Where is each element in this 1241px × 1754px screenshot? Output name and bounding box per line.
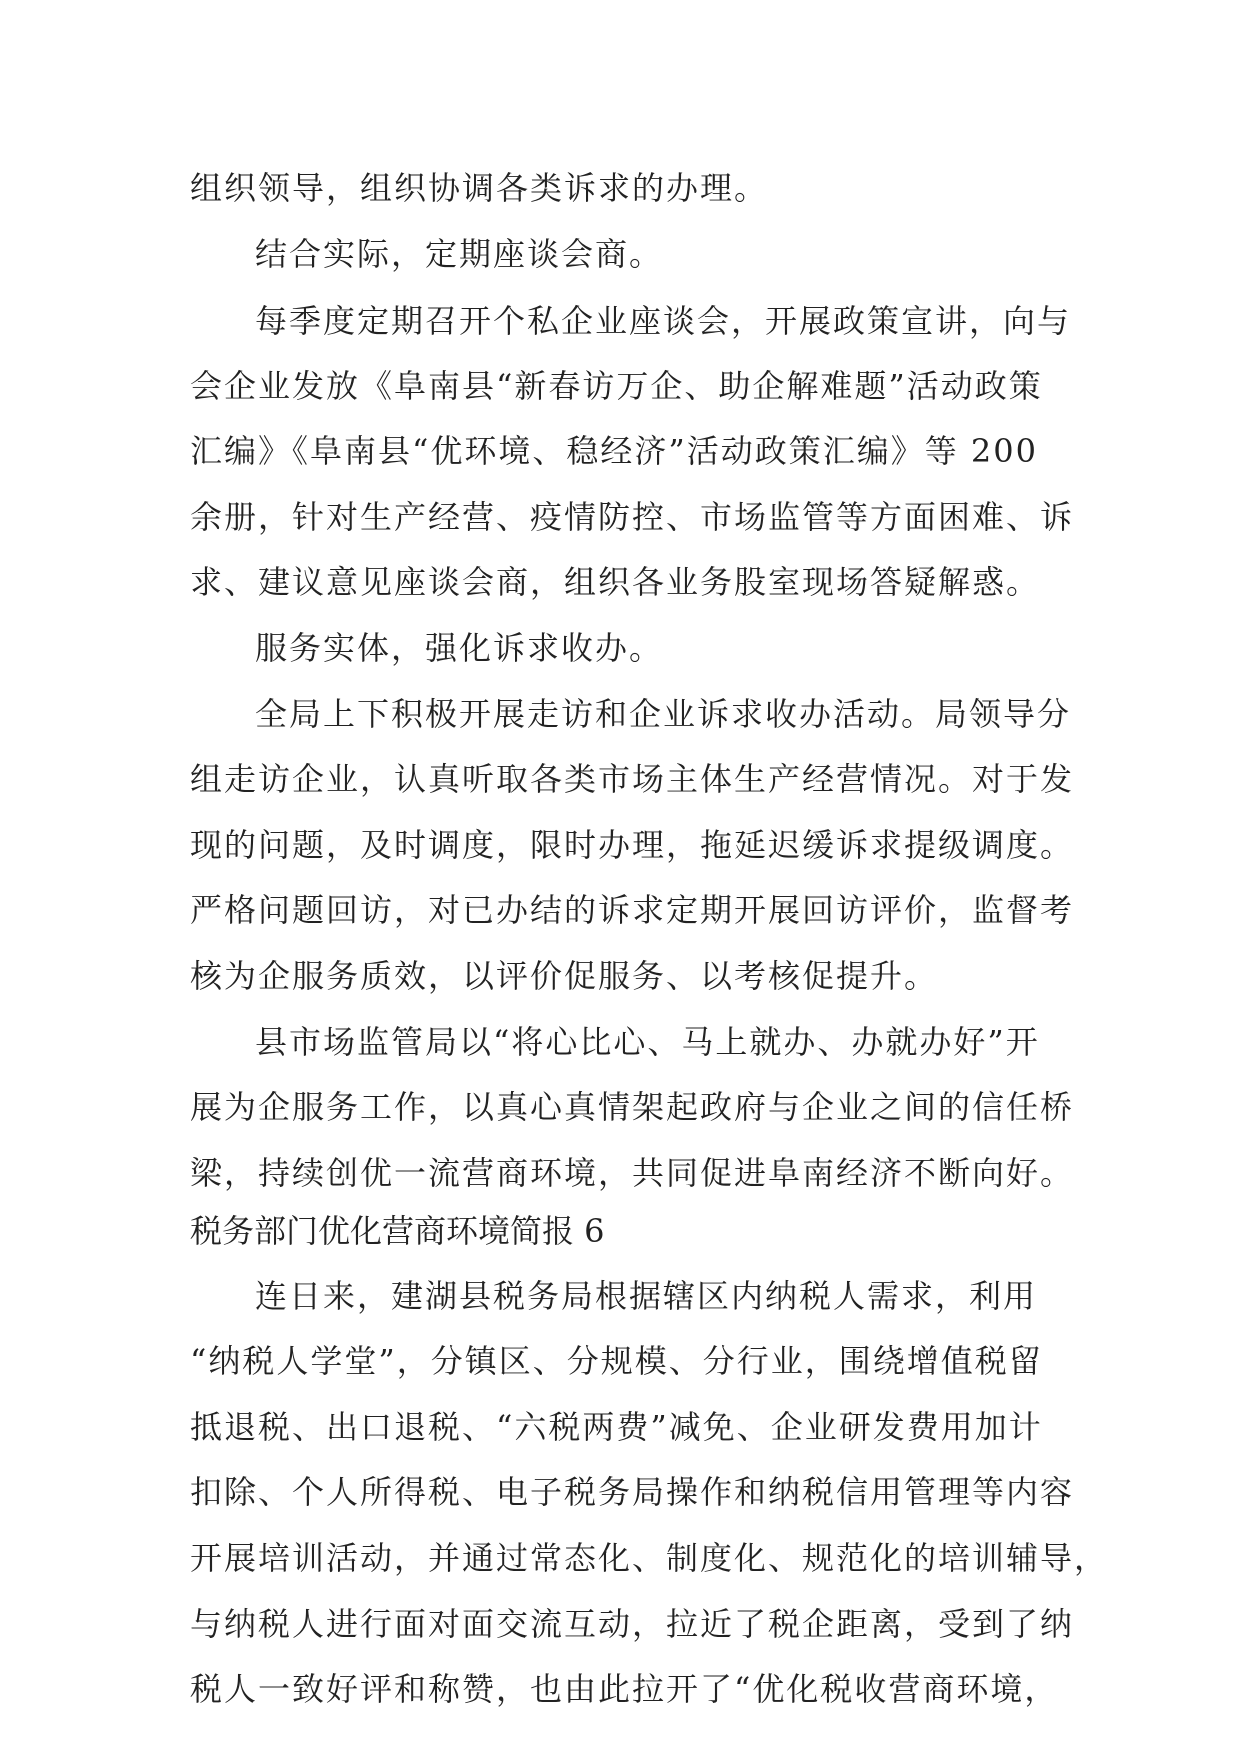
paragraph-line: 会企业发放《阜南县“新春访万企、助企解难题”活动政策 [190,367,1043,405]
paragraph-line: 求、建议意见座谈会商，组织各业务股室现场答疑解惑。 [190,563,1041,601]
paragraph-line: 现的问题，及时调度，限时办理，拖延迟缓诉求提级调度。 [190,826,1075,864]
paragraph-line: “纳税人学堂”，分镇区、分规模、分行业，围绕增值税留 [190,1342,1043,1380]
paragraph-line: 梁，持续创优一流营商环境，共同促进阜南经济不断向好。 [190,1154,1075,1192]
paragraph-line: 连日来，建湖县税务局根据辖区内纳税人需求，利用 [255,1277,1038,1315]
paragraph-line: 严格问题回访，对已办结的诉求定期开展回访评价，监督考 [190,891,1075,929]
section-heading: 结合实际，定期座谈会商。 [255,235,664,273]
paragraph-line: 县市场监管局以“将心比心、马上就办、办就办好”开 [255,1023,1040,1061]
paragraph-line: 组织领导，组织协调各类诉求的办理。 [190,169,769,207]
paragraph-line: 开展培训活动，并通过常态化、制度化、规范化的培训辅导， [190,1539,1109,1577]
paragraph-line: 与纳税人进行面对面交流互动，拉近了税企距离，受到了纳 [190,1605,1075,1643]
paragraph-line: 汇编》《阜南县“优环境、稳经济”活动政策汇编》等 200 [190,432,1038,470]
paragraph-line: 抵退税、出口退税、“六税两费”减免、企业研发费用加计 [190,1408,1043,1446]
paragraph-line: 展为企服务工作，以真心真情架起政府与企业之间的信任桥 [190,1088,1075,1126]
paragraph-line: 每季度定期召开个私企业座谈会，开展政策宣讲，向与 [255,302,1072,340]
document-title: 税务部门优化营商环境简报 6 [190,1212,605,1250]
paragraph-line: 余册，针对生产经营、疫情防控、市场监管等方面困难、诉 [190,498,1075,536]
paragraph-line: 税人一致好评和称赞，也由此拉开了“优化税收营商环境， [190,1670,1059,1708]
paragraph-line: 组走访企业，认真听取各类市场主体生产经营情况。对于发 [190,760,1075,798]
paragraph-line: 全局上下积极开展走访和企业诉求收办活动。局领导分 [255,695,1072,733]
paragraph-line: 扣除、个人所得税、电子税务局操作和纳税信用管理等内容 [190,1473,1075,1511]
section-heading: 服务实体，强化诉求收办。 [255,629,664,667]
paragraph-line: 核为企服务质效，以评价促服务、以考核促提升。 [190,957,939,995]
